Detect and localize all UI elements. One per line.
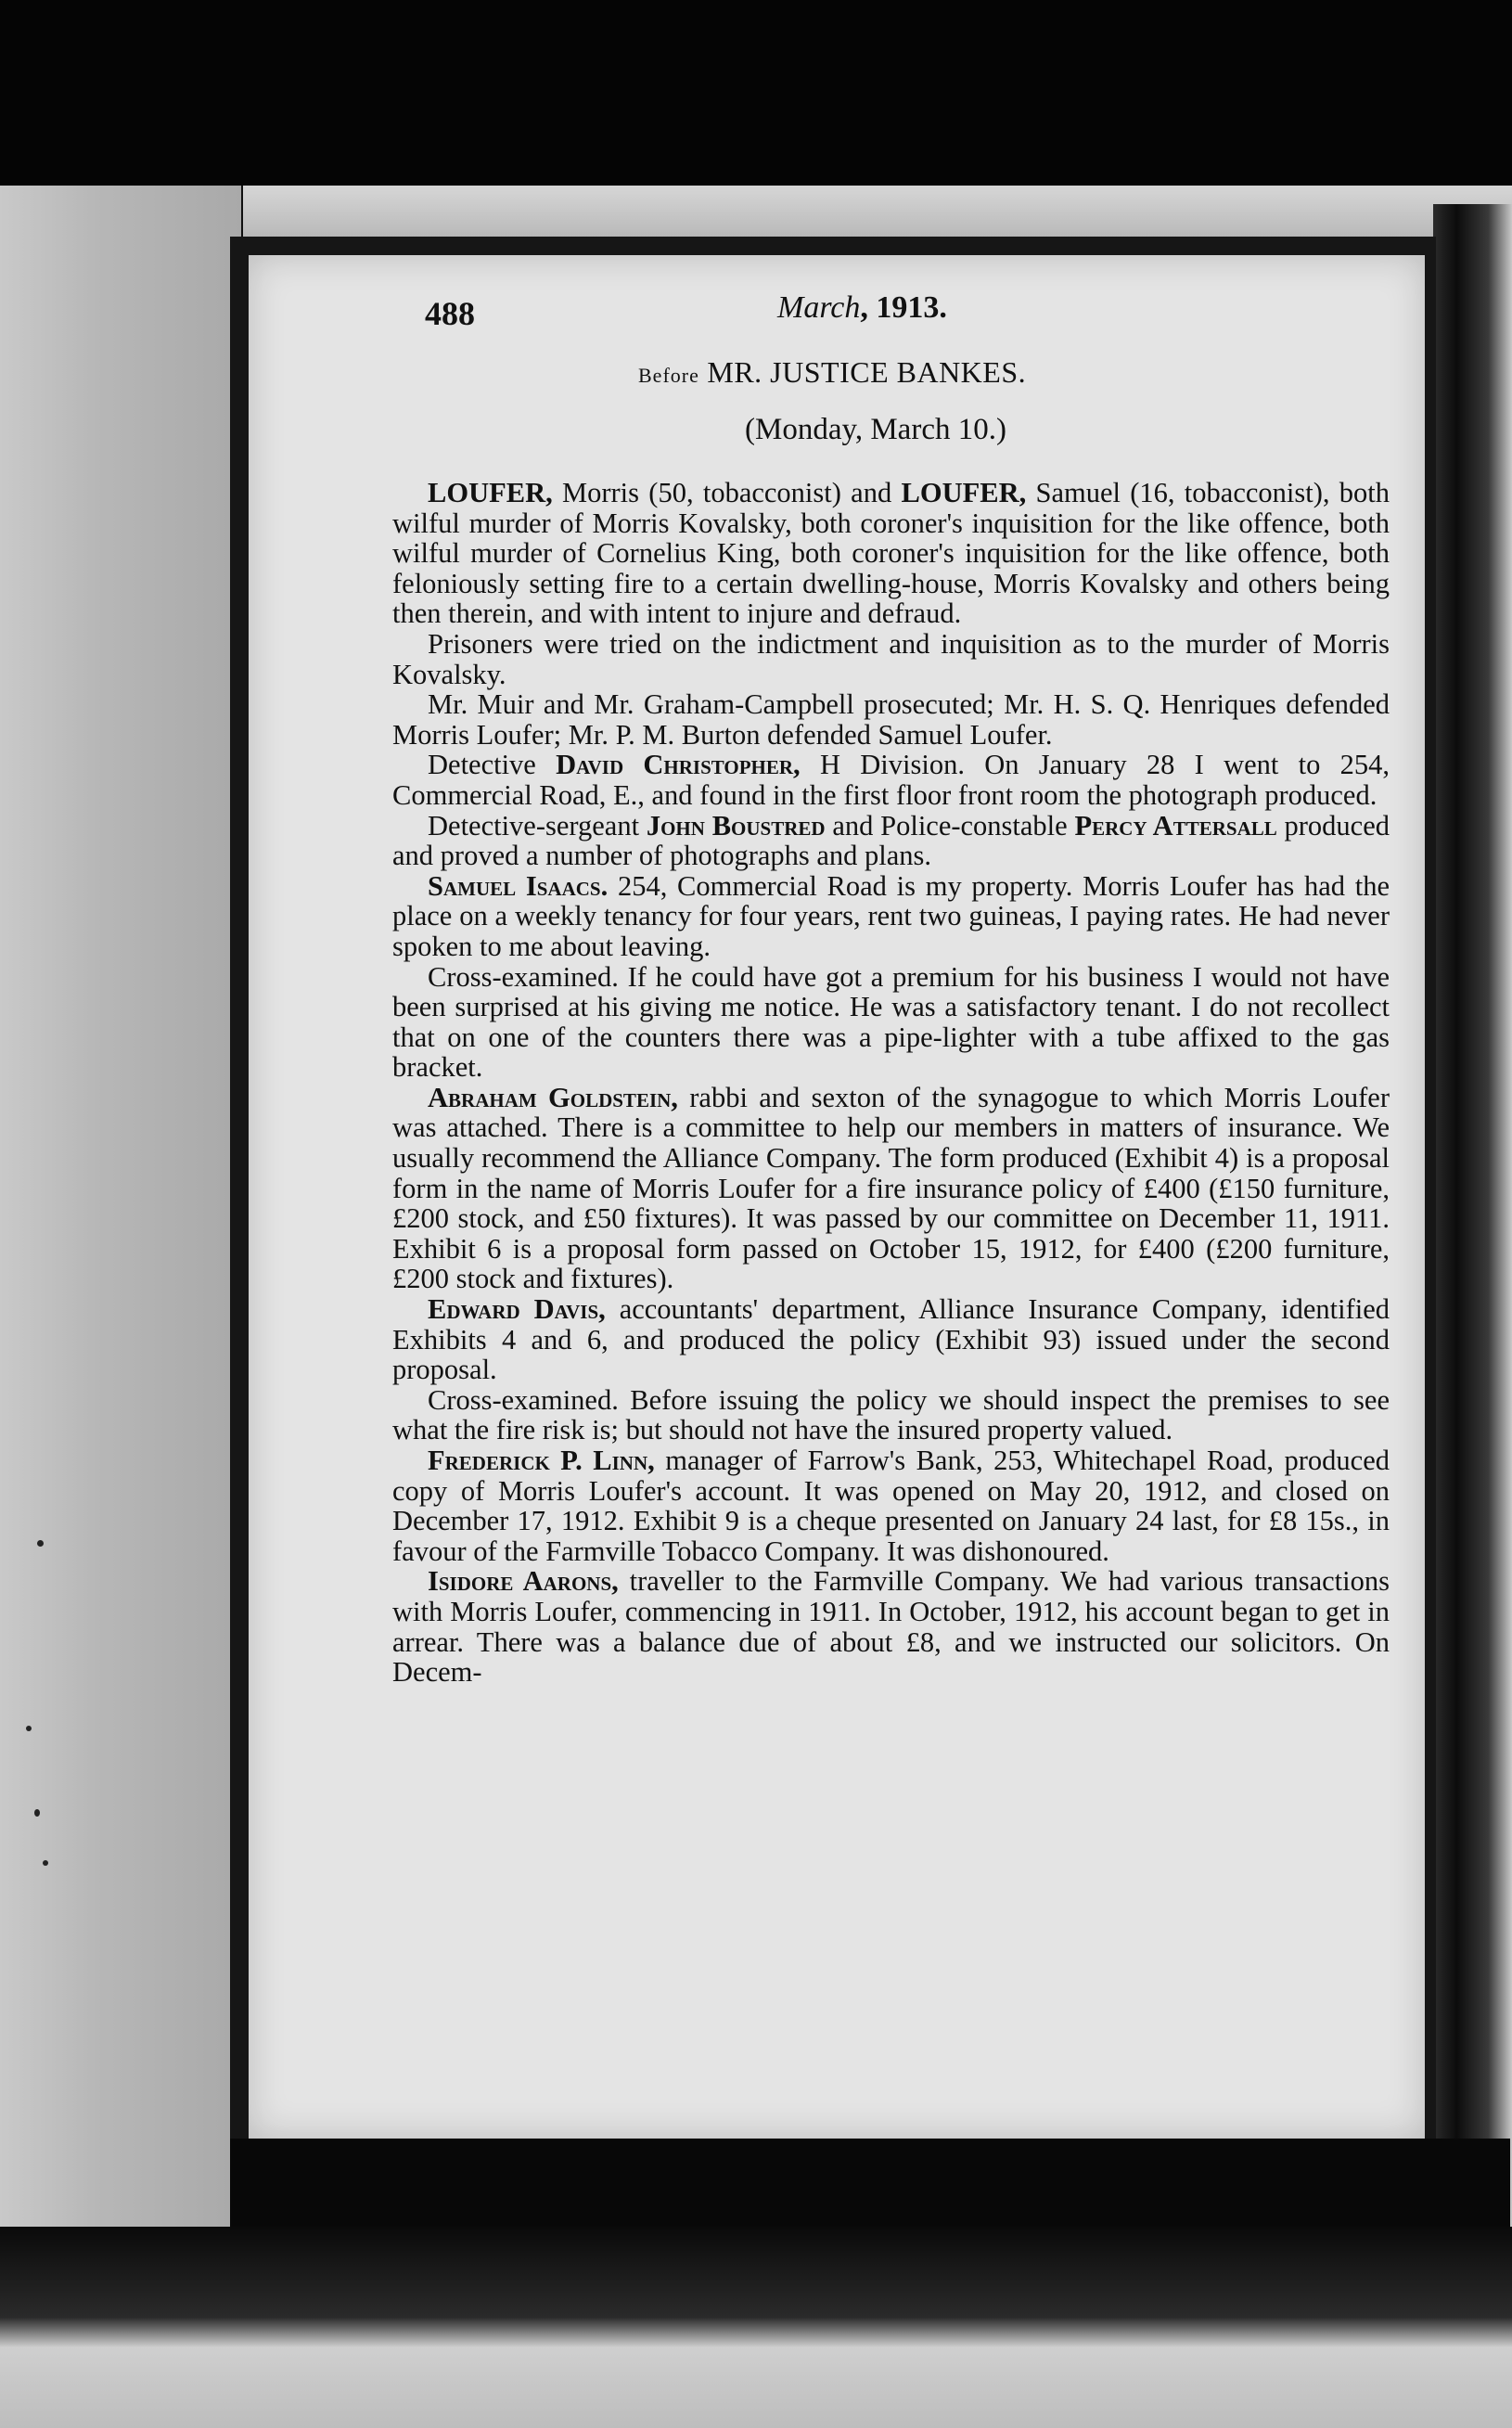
paragraph-text: Mr. Muir and Mr. Graham-Campbell prosecuted; Mr. H. S. Q. Henriques defended Morris Loufer; Mr. P. M. Burton defended Samuel Loufer. <box>392 688 1390 751</box>
witness-name: Abraham Goldstein, <box>428 1081 678 1113</box>
margin-speck <box>26 1726 32 1731</box>
paragraph-text: Prisoners were tried on the indictment and inquisition as to the murder of Morris Kovalsky. <box>392 627 1390 690</box>
paragraph-text: accountants' department, Alliance Insurance Company, identified Exhibits 4 and 6, and produced the policy (Exhibit 93) issued under the second proposal. <box>392 1293 1390 1386</box>
defendant-name: LOUFER, <box>901 477 1027 508</box>
paragraph-text: Detective-sergeant <box>428 809 647 841</box>
court-heading <box>638 355 1026 390</box>
paragraph-text: 254, Commercial Road is my property. Morris Loufer has had the place on a weekly tenancy for four years, rent two guineas, I paying rates. He had never spoken to me about leaving. <box>392 869 1390 962</box>
margin-speck <box>34 1809 40 1817</box>
running-head-year: , 1913. <box>860 290 947 325</box>
paragraph <box>392 478 1390 629</box>
paragraph <box>392 1294 1390 1385</box>
witness-name: John Boustred <box>646 809 826 841</box>
paragraph-text: traveller to the Farmville Company. We had various transactions with Morris Loufer, commencing in 1911. In October, 1912, his account began to get in arrear. There was a balance due of about £8, and we instructed our solicitors. On Decem- <box>392 1565 1390 1689</box>
paragraph-text: rabbi and sexton of the synagogue to which Morris Loufer was attached. There is a committee to help our members in matters of insurance. We usually recommend the Alliance Company. The form produced (Exhibit 4) is a proposal form in the name of Morris Loufer for a fire insurance policy of £400 (£150 furniture, £200 stock, and £50 fixtures). It was passed by our committee on December 11, 1911. Exhibit 6 is a proposal form passed on October 15, 1912, for £400 (£200 furniture, £200 stock and fixtures). <box>392 1081 1390 1295</box>
paragraph-text: Cross-examined. If he could have got a premium for his business I would not have been surprised at his giving me notice. He was a satisfactory tenant. I do not recollect that on one of the counters there was a pipe-lighter with a tube affixed to the gas bracket. <box>392 960 1390 1084</box>
court-heading-prefix: Before <box>638 364 699 387</box>
paragraph-text: manager of Farrow's Bank, 253, Whitechapel Road, produced copy of Morris Loufer's account. It was opened on May 20, 1912, and closed on December 17, 1912. Exhibit 9 is a cheque presented on January 24 last, for £8 15s., in favour of the Farmville Tobacco Company. It was dishonoured. <box>392 1445 1390 1567</box>
paragraph-text: Samuel (16, tobacconist), both wilful murder of Morris Kovalsky, both coroner's inquisition for the like offence, both wilful murder of Cornelius King, both coroner's inquisition for the like offence, both feloniously setting fire to a certain dwelling-house, Morris Kovalsky and others being then therein, and with intent to injure and defraud. <box>392 477 1390 630</box>
witness-name: Samuel Isaacs. <box>428 869 609 902</box>
witness-name: Edward Davis, <box>428 1293 606 1326</box>
paragraph <box>392 811 1390 871</box>
paragraph-text: H Division. On January 28 I went to 254, Commercial Road, E., and found in the first floor front room the photograph produced. <box>392 749 1390 811</box>
book-gutter <box>1433 204 1512 2227</box>
paragraph <box>392 750 1390 810</box>
paragraph <box>392 1083 1390 1294</box>
paragraph-text: produced and proved a number of photographs and plans. <box>392 809 1390 872</box>
top-film-border <box>0 0 1512 186</box>
running-head-month: March <box>777 290 861 325</box>
book-page <box>249 255 1425 2139</box>
paragraph-text: and Police-constable <box>825 809 1075 841</box>
margin-speck <box>43 1860 48 1866</box>
paragraph <box>392 1445 1390 1566</box>
trial-text <box>392 478 1390 1688</box>
page-number: 488 <box>425 295 475 332</box>
margin-speck <box>37 1540 44 1547</box>
paragraph <box>392 962 1390 1083</box>
paragraph <box>392 689 1390 750</box>
paragraph <box>392 871 1390 962</box>
bottom-film-border <box>0 2227 1512 2428</box>
witness-name: Frederick P. Linn, <box>428 1445 655 1476</box>
witness-name: David Christopher, <box>556 749 801 781</box>
witness-name: Isidore Aarons, <box>428 1565 619 1598</box>
paragraph <box>392 1566 1390 1687</box>
witness-name: Percy Attersall <box>1074 809 1277 841</box>
defendant-name: LOUFER, <box>428 477 553 508</box>
left-scan-margin <box>0 186 241 2236</box>
paragraph-text: Cross-examined. Before issuing the policy we should inspect the premises to see what the fire risk is; but should not have the insured property valued. <box>392 1383 1390 1446</box>
paragraph-text: Detective <box>428 749 557 781</box>
session-date: (Monday, March 10.) <box>745 413 1006 446</box>
paragraph <box>392 629 1390 689</box>
court-heading-judge: MR. JUSTICE BANKES. <box>698 355 1027 389</box>
running-head <box>777 290 947 326</box>
paragraph <box>392 1385 1390 1445</box>
paragraph-text: Morris (50, tobacconist) and <box>552 477 902 508</box>
